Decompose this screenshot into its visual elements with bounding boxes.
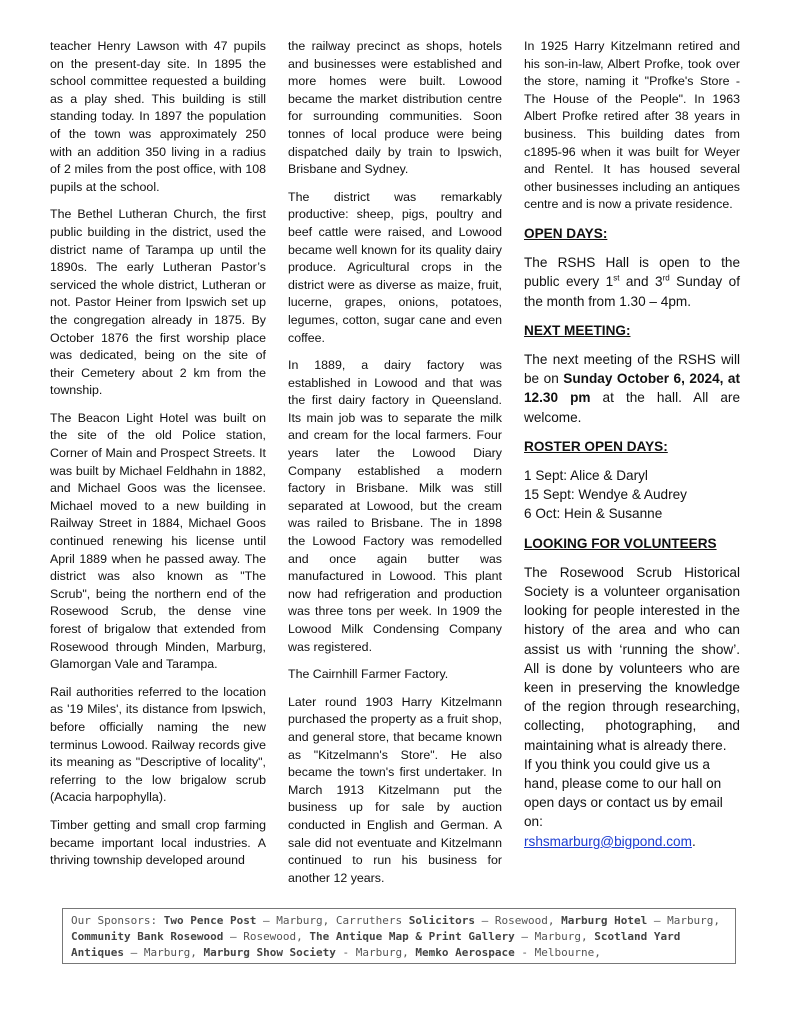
open-days-text-c: Sunday of the month from 1.30 – 4pm. (524, 274, 741, 309)
roster-heading: ROSTER OPEN DAYS: (524, 438, 668, 454)
open-days-text-b: and 3 (619, 274, 663, 290)
sponsor-name: Scotland Yard Antiques (71, 930, 681, 959)
paragraph-district: The district was remarkably productive: sheep, pigs, poultry and beef cattle were raised, and Lowood became well known for its quality dairy produce. Agricultural crops in the district were as diverse as maize, fruit, lucerne, grapes, onions, potatoes, legumes, cotton, sugar cane and even coffee. (288, 189, 502, 345)
sponsor-place: – Marburg, (256, 914, 336, 927)
paragraph-church: The Bethel Lutheran Church, the first public building in the district, used the district name of Tarampa up until the 1890s. The early Lutheran Pastor’s serviced the whole district, Lutheran or not. Pastor Heiner from Ipswich set up the congregation already in 1875. By October 1876 the first worship place was dedicated, being on the site of their Cemetery about 2 km from the township. (50, 207, 266, 398)
volunteers-heading: LOOKING FOR VOLUNTEERS (524, 535, 717, 551)
sponsor-place: - Melbourne, (514, 946, 601, 959)
roster-item: 15 Sept: Wendye & Audrey (524, 487, 687, 503)
volunteers-contact: If you think you could give us a hand, please come to our hall on open days or contact us by email on: (524, 756, 723, 830)
sponsors-label: Our Sponsors: (71, 914, 164, 927)
open-days-heading: OPEN DAYS: (524, 225, 608, 241)
sponsor-prefix: Carruthers (335, 914, 409, 927)
email-period: . (691, 833, 696, 849)
sponsor-name: Two Pence Post (163, 914, 257, 927)
paragraph-rail: Rail authorities referred to the location as '19 Miles', its distance from Ipswich, before officially naming the new terminus Lowood. Railway records give its meaning as "Descriptive of locality", referring to the low brigalow scrub (Acacia harpophylla). (50, 684, 266, 805)
sponsor-name: Marburg Show Society (203, 946, 336, 959)
sponsor-place: – Rosewood, (223, 930, 310, 943)
paragraph-timber: Timber getting and small crop farming became important local industries. A thriving township developed around (50, 817, 266, 868)
roster-item: 6 Oct: Hein & Susanne (524, 506, 663, 522)
sponsor-place: – Marburg, (514, 930, 595, 943)
next-meeting-text-a: The next meeting of the RSHS will be on (524, 351, 740, 387)
open-days-text (524, 253, 740, 311)
sponsor-place: – Rosewood, (475, 914, 562, 927)
next-meeting-text-b: at the hall. All are welcome. (524, 390, 741, 425)
next-meeting-text (524, 350, 740, 427)
column-2 (288, 38, 502, 897)
roster-item: 1 Sept: Alice & Daryl (524, 467, 648, 483)
sponsor-place: – Marburg, (647, 914, 721, 927)
next-meeting-date: Sunday October 6, 2024, at 12.30 pm (524, 371, 741, 406)
volunteers-text: The Rosewood Scrub Historical Society is a volunteer organisation looking for people interested in the history of the area and who can assist us with ‘running the show’. All is done by volunteers who are keen in preserving the knowledge of the region through researching, collecting, photographing, and maintaining what is already there. (524, 564, 740, 753)
email-line (524, 832, 740, 851)
sponsor-place: – Marburg, (123, 946, 204, 959)
paragraph-profke: In 1925 Harry Kitzelmann retired and his son-in-law, Albert Profke, took over the store, naming it "Profke's Store - The House of the People". In 1963 Albert Profke retired after 38 years in business. This building dates from c1895-96 when it was built for Weyer and Rentel. It has housed several other businesses including an antiques centre and is now a private residence. (524, 39, 740, 212)
sponsor-name: Memko Aerospace (415, 946, 515, 959)
sponsors-box (62, 908, 736, 964)
sponsor-name: Marburg Hotel (561, 914, 648, 927)
open-days-text-a: The RSHS Hall is open to the public every 1 (524, 255, 740, 290)
paragraph-dairy-factory: In 1889, a dairy factory was established in Lowood and that was the first dairy factory in Queensland. Its main job was to separate the milk and cream for the local farmers. Four years later the Lowood Diary Company established a modern factory in Brisbane. Milk was still separated at Lowood, but the cream was railed to Brisbane. The in 1898 the Lowood Factory was remodelled and once again butter was manufactured in Lowood. This plant now had refrigeration and production was three tons per week. In 1909 the Lowood Milk Condensing Company was registered. (288, 358, 502, 654)
paragraph-hotel: The Beacon Light Hotel was built on the site of the old Police station, Corner of Main and Prospect Streets. It was built by Michael Feldhahn in 1882, and Michael Goos was the licensee. Michael moved to a new building in Railway Street in 1884, Michael Goos continued renewing his license until April 1889 when he passed away. The district was also known as "The Scrub", being the northern end of the Rosewood Scrub, the dense vine forest of brigalow that extended from Rosewood through Minden, Marburg, Glamorgan Vale and Tarampa. (50, 410, 266, 672)
sponsor-name: Community Bank Rosewood (71, 930, 224, 943)
column-3 (524, 38, 740, 861)
open-days-sup-1: st (613, 273, 620, 283)
sponsor-name: Solicitors (408, 914, 476, 927)
next-meeting-heading: NEXT MEETING: (524, 322, 631, 338)
roster-list (524, 466, 740, 524)
open-days-sup-2: rd (662, 273, 670, 283)
email-link[interactable]: rshsmarburg@bigpond.com (524, 833, 692, 849)
paragraph-school: teacher Henry Lawson with 47 pupils on the present-day site. In 1895 the school committee requested a building as a play shed. This building is still standing today. In 1897 the population of the town was approximately 250 with an addition 350 living in a radius of 2 miles from the post office, with 108 pupils at the school. (50, 39, 266, 194)
sponsor-name: The Antique Map & Print Gallery (309, 930, 515, 943)
sponsor-place: - Marburg, (335, 946, 416, 959)
column-1 (50, 38, 266, 880)
paragraph-cairnhill: The Cairnhill Farmer Factory. (288, 667, 449, 682)
paragraph-railway-precinct: the railway precinct as shops, hotels and businesses were established and more homes were built. Lowood became the market distribution centre for surrounding communities. Soon tonnes of local produce were being dispatched daily by train to Ipswich, Brisbane and Sydney. (288, 39, 502, 177)
paragraph-kitzelmann: Later round 1903 Harry Kitzelmann purchased the property as a fruit shop, and general store, that became known as "Kitzelmann's Store". He also became the town's first undertaker. In March 1913 Kitzelmann put the business up for sale by auction conducted in English and German. A sale did not eventuate and Kitzelmann continued to run his business for another 12 years. (288, 694, 502, 885)
